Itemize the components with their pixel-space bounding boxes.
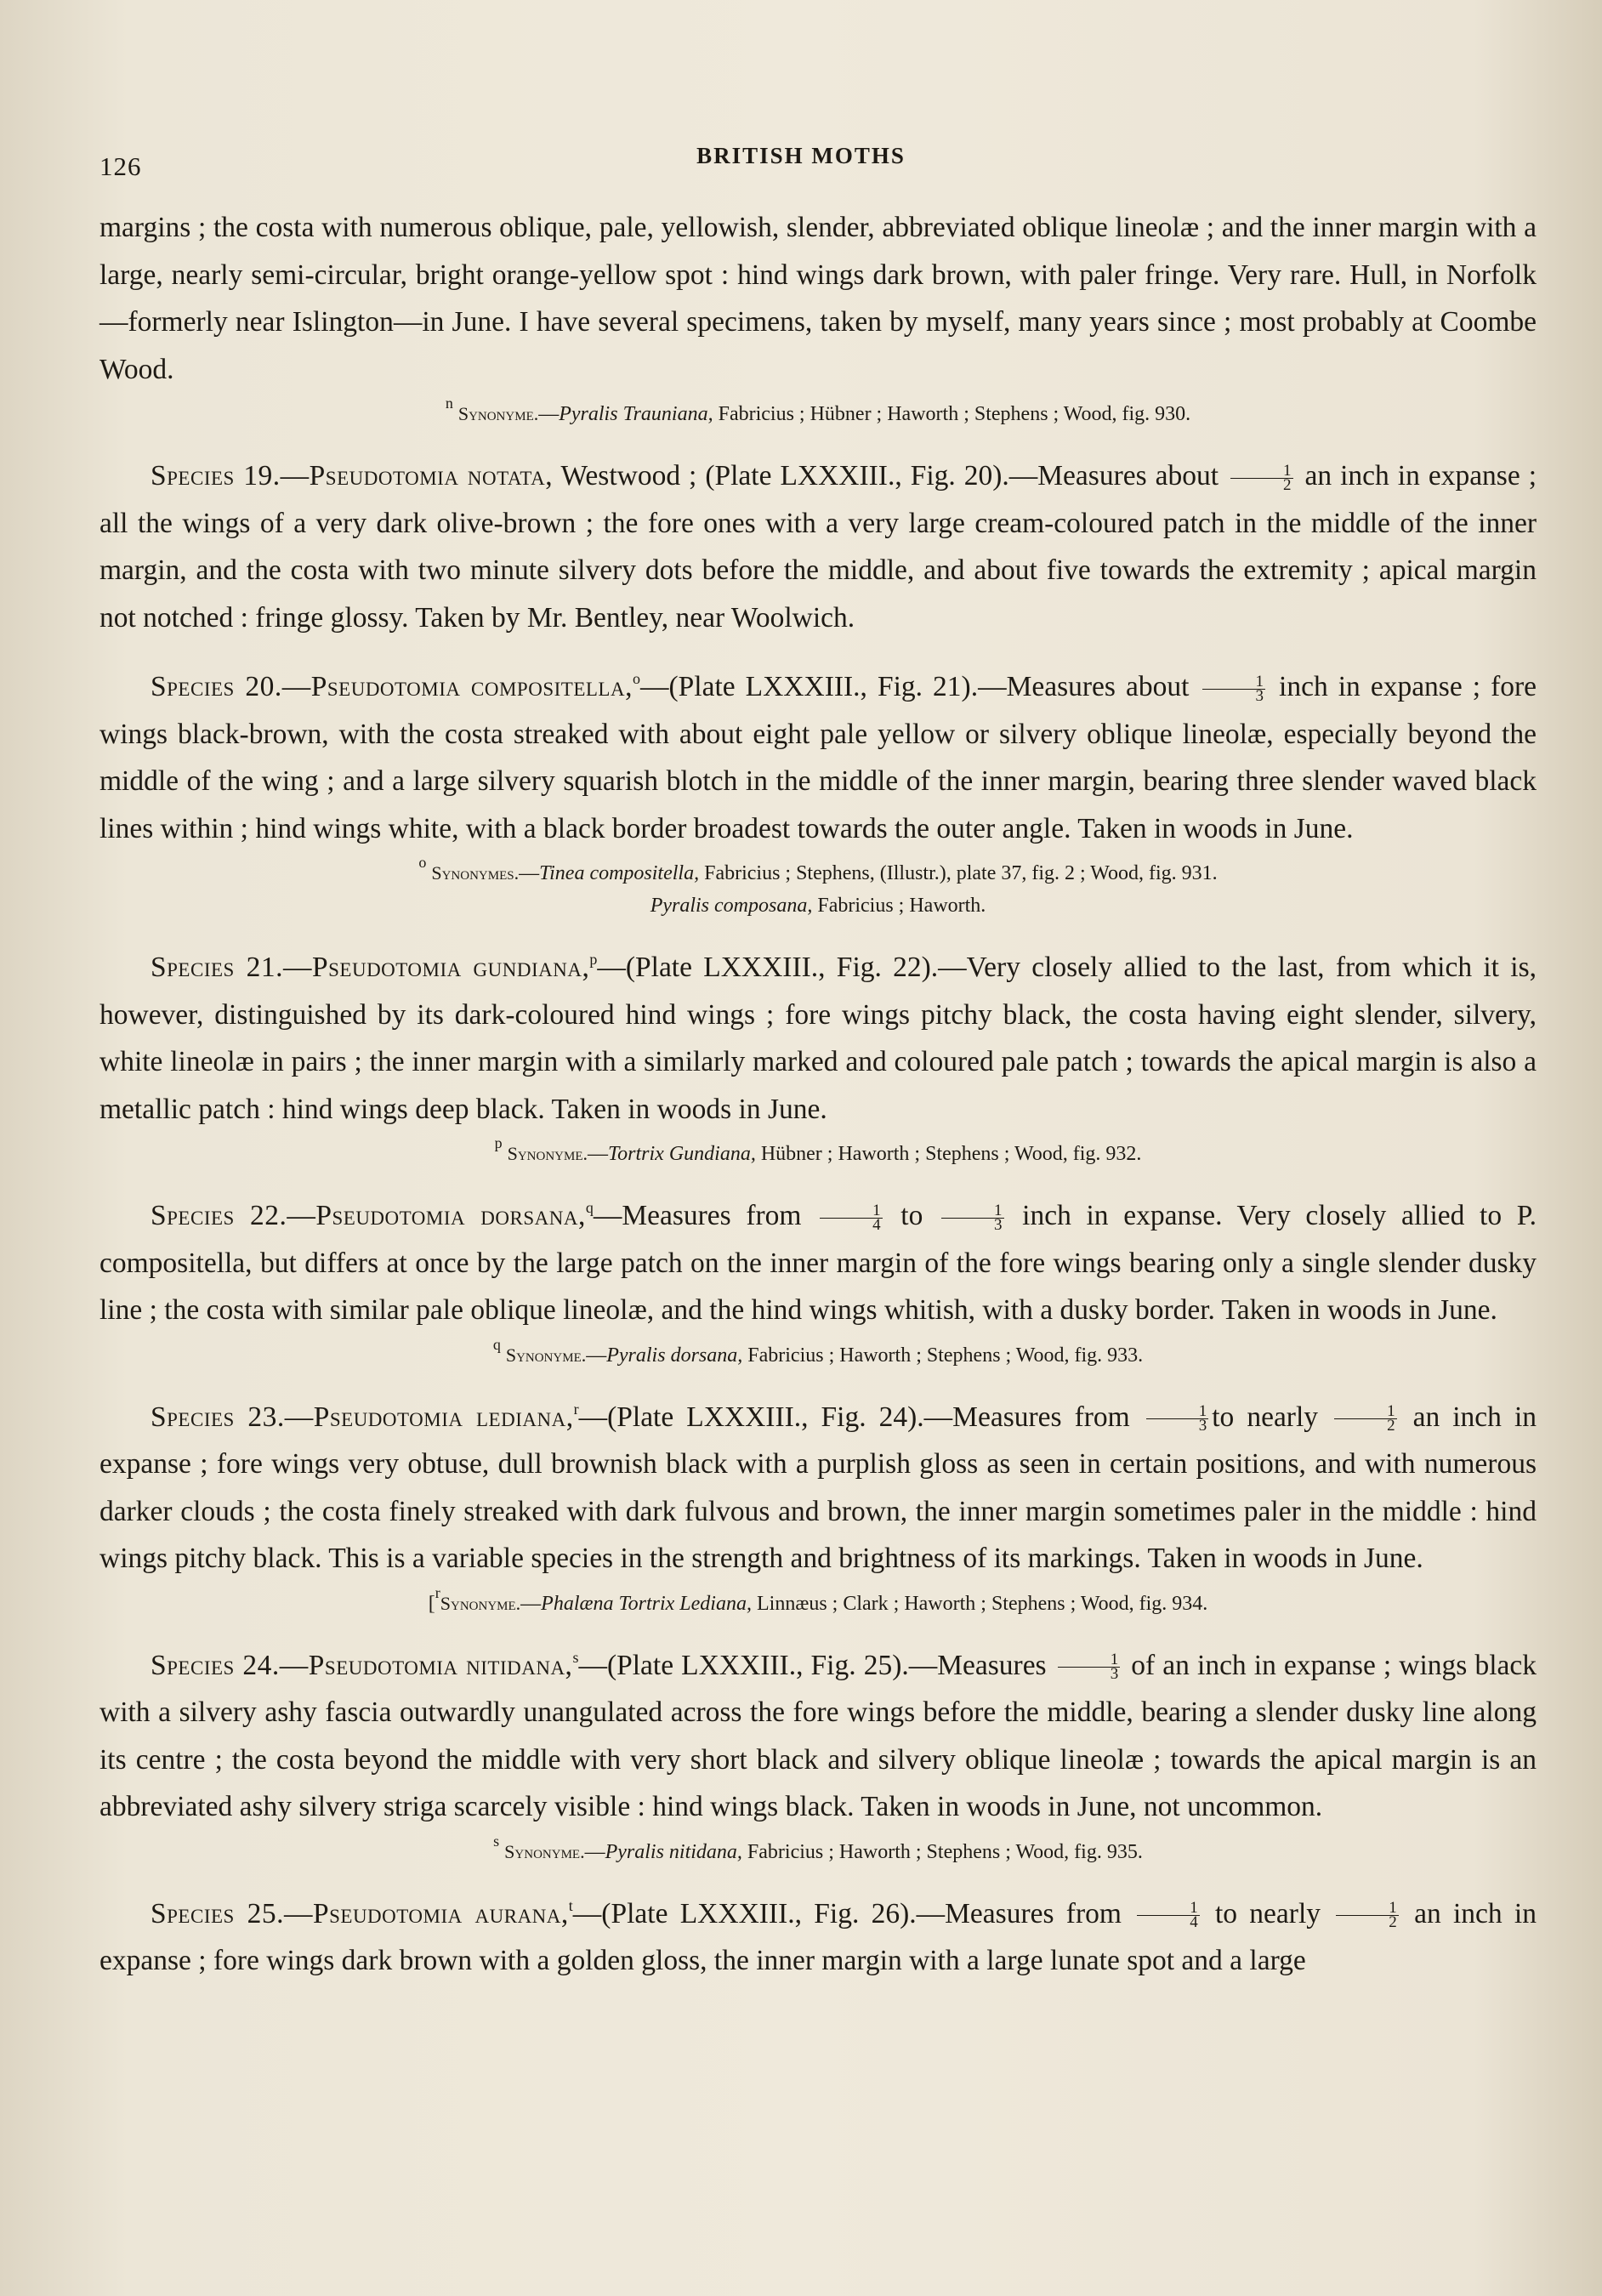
fraction: $\frac{1}{2}$ xyxy=(1334,1405,1397,1433)
fraction: $\frac{1}{2}$ xyxy=(1336,1901,1399,1929)
species-paragraph: Species 25.—Pseudotomia aurana,$^t$—(Plate LXXXIII., Fig. 26).—Measures from $\frac{1}{4}$ to nearly $\frac{1}{2}$ an inch in expanse ; fore wings dark brown with a golden gloss, the inner margin with a large lunate spot and a large xyxy=(99,1896,1537,1976)
fraction: $\frac{1}{4}$ xyxy=(1137,1901,1200,1929)
synonym-footnote: $^n$ Synonyme.—Pyralis Trauniana, Fabricius ; Hübner ; Haworth ; Stephens ; Wood, fig. 930. xyxy=(445,395,1191,425)
species-paragraph: Species 23.—Pseudotomia lediana,$^r$—(Plate LXXXIII., Fig. 24).—Measures from $\frac{1}{3}$ to nearly $\frac{1}{2}$ an inch in expanse ; fore wings very obtuse, dull brownish black with a purplish gloss as seen in certain positions, and with numerous darker clouds ; the costa finely streaked with dark fulvous and brown, the inner margin sometimes paler in the middle : hind wings pitchy black. This is a variable species in the strength and brightness of its markings. Taken in woods in June. xyxy=(99,1400,1537,1574)
page-body xyxy=(99,204,1537,1985)
synonym-footnote: $^q$ Synonyme.—Pyralis dorsana, Fabricius ; Haworth ; Stephens ; Wood, fig. 933. xyxy=(492,1335,1144,1367)
synonym-footnote: [$^r$Synonyme.—Phalæna Tortrix Lediana, Linnæus ; Clark ; Haworth ; Stephens ; Wood, fig. 934. xyxy=(428,1583,1208,1615)
fraction: $\frac{1}{3}$ xyxy=(1146,1405,1209,1433)
fraction: $\frac{1}{3}$ xyxy=(1202,675,1265,703)
species-paragraph: Species 24.—Pseudotomia nitidana,$^s$—(Plate LXXXIII., Fig. 25).—Measures $\frac{1}{3}$ of an inch in expanse ; wings black with a silvery ashy fascia outwardly unangulated across the fore wings before the middle, bearing a slender dusky line along its centre ; the costa beyond the middle with very short black and silvery oblique lineolæ ; towards the apical margin is an abbreviated ashy silvery striga scarcely visible : hind wings black. Taken in woods in June, not uncommon. xyxy=(99,1648,1537,1822)
fraction: $\frac{1}{3}$ xyxy=(941,1204,1004,1232)
species-paragraph: Species 19.—Pseudotomia notata, Westwood ; (Plate LXXXIII., Fig. 20).—Measures about $\frac{1}{2}$ an inch in expanse ; all the wings of a very dark olive-brown ; the fore ones with a very large cream-coloured patch in the middle of the inner margin, and the costa with two minute silvery dots before the middle, and about five towards the extremity ; apical margin not notched : fringe glossy. Taken by Mr. Bentley, near Woolwich. xyxy=(99,460,1537,634)
running-title: BRITISH MOTHS xyxy=(696,143,906,168)
species-paragraph: Species 22.—Pseudotomia dorsana,$^q$—Measures from $\frac{1}{4}$ to $\frac{1}{3}$ inch in expanse. Very closely allied to P. compositella, but differs at once by the large patch on the inner margin of the fore wings bearing only a single slender dusky line ; the costa with similar pale oblique lineolæ, and the hind wings whitish, with a dusky border. Taken in woods in June. xyxy=(99,1199,1537,1326)
fraction: $\frac{1}{3}$ xyxy=(1058,1653,1121,1681)
synonym-footnote: $^o$ Synonymes.—Tinea compositella, Fabricius ; Stephens, (Illustr.), plate 37, fig. 2 ; Wood, fig. 931. Pyralis composana, Fabricius ; Haworth. xyxy=(418,854,1218,917)
fraction: $\frac{1}{2}$ xyxy=(1230,464,1293,492)
synonym-footnote: $^s$ Synonyme.—Pyralis nitidana, Fabricius ; Haworth ; Stephens ; Wood, fig. 935. xyxy=(493,1832,1143,1863)
species-paragraph: Species 21.—Pseudotomia gundiana,$^p$—(Plate LXXXIII., Fig. 22).—Very closely allied to the last, from which it is, however, distinguished by its dark-coloured hind wings ; fore wings pitchy black, the costa having eight slender, silvery, white lineolæ in pairs ; the inner margin with a similarly marked and coloured pale patch ; towards the apical margin is also a metallic patch : hind wings deep black. Taken in woods in June. xyxy=(99,951,1537,1125)
fraction: $\frac{1}{4}$ xyxy=(820,1204,883,1232)
page-number: 126 xyxy=(99,151,142,181)
continuation-paragraph: margins ; the costa with numerous oblique, pale, yellowish, slender, abbreviated oblique lineolæ ; and the inner margin with a large, nearly semi-circular, bright orange-yellow spot : hind wings dark brown, with paler fringe. Very rare. Hull, in Norfolk—formerly near Islington—in June. I have several specimens, taken by myself, many years since ; most probably at Coombe Wood. xyxy=(99,212,1537,385)
synonym-footnote: $^p$ Synonyme.—Tortrix Gundiana, Hübner ; Haworth ; Stephens ; Wood, fig. 932. xyxy=(494,1134,1142,1165)
species-paragraph: Species 20.—Pseudotomia compositella,$^o$—(Plate LXXXIII., Fig. 21).—Measures about $\frac{1}{3}$ inch in expanse ; fore wings black-brown, with the costa streaked with about eight pale yellow or silvery oblique lineolæ, especially beyond the middle of the wing ; and a large silvery squarish blotch in the middle of the inner margin, bearing three slender waved black lines within ; hind wings white, with a black border broadest towards the outer angle. Taken in woods in June. xyxy=(99,670,1537,844)
